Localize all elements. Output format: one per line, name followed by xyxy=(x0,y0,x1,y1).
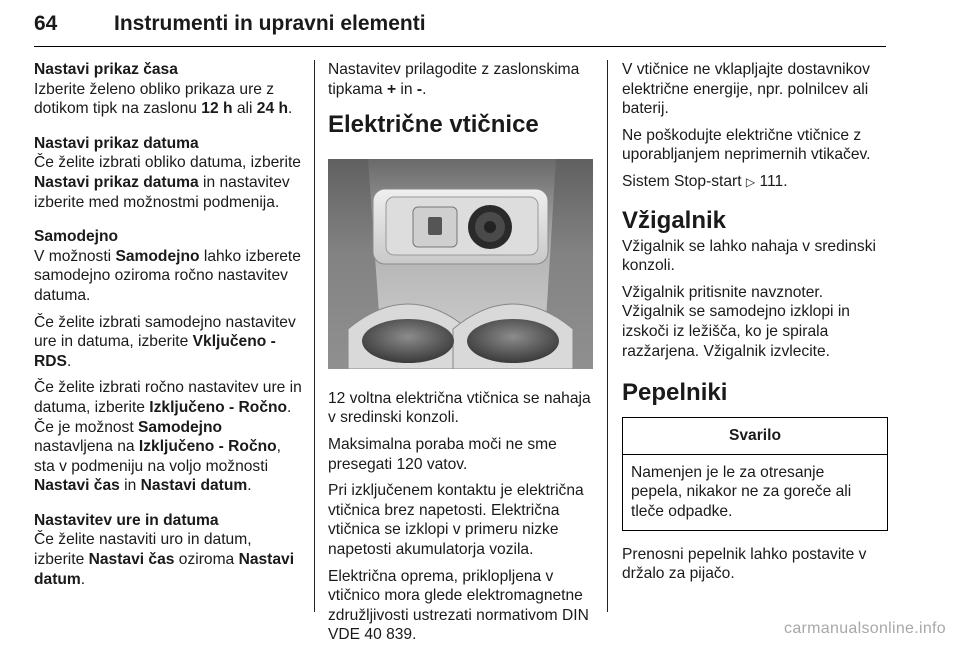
section-title: Električne vtičnice xyxy=(328,111,539,139)
page-header xyxy=(34,6,886,47)
paragraph: V možnosti Samodejno lahko izberete samodejno oziroma ročno nastavitev datuma. xyxy=(34,247,301,304)
paragraph: Če želite nastaviti uro in datum, izberite Nastavi čas oziroma Nastavi datum. xyxy=(34,531,295,588)
section-heading: Samodejno xyxy=(34,228,119,246)
paragraph: Nastavitev prilagodite z zaslonskima tipkama + in -. xyxy=(328,61,580,98)
paragraph: Če želite izbrati obliko datuma, izberite Nastavi prikaz datuma in nastavitev izberite med možnostmi podmenija. xyxy=(34,154,301,211)
column-left xyxy=(34,60,304,596)
warning-box xyxy=(622,417,888,530)
section-heading: Nastavi prikaz časa xyxy=(34,61,178,78)
paragraph: Pri izključenem kontaktu je električna vtičnica brez napetosti. Električna vtičnica se izklopi v primeru nizke napetosti akumulatorja vozila. xyxy=(328,482,584,558)
section-title: Pepelniki xyxy=(622,379,728,407)
paragraph: Vžigalnik pritisnite navznoter. xyxy=(622,283,824,301)
watermark: carmanualsonline.info xyxy=(784,620,946,637)
warning-text: Namenjen je le za otresanje pepela, nikakor ne za goreče ali tleče odpadke. xyxy=(631,463,852,520)
paragraph: Če želite izbrati samodejno nastavitev ure in datuma, izberite Vključeno - RDS. xyxy=(34,313,296,370)
section-title: Vžigalnik xyxy=(622,206,727,234)
paragraph: Izberite želeno obliko prikaza ure z dotikom tipk na zaslonu 12 h ali 24 h. xyxy=(34,80,293,118)
column-divider xyxy=(314,60,315,612)
paragraph: V vtičnice ne vklapljajte dostavnikov električne energije, npr. polnilcev ali baterij. xyxy=(622,61,870,118)
paragraph: Sistem Stop-start ▷ 111. xyxy=(622,172,788,190)
column-right xyxy=(622,60,888,591)
paragraph: Ne poškodujte električne vtičnice z uporabljanjem neprimernih vtikačev. xyxy=(622,126,871,164)
section-heading: Nastavitev ure in datuma xyxy=(34,511,219,529)
column-divider xyxy=(607,60,608,612)
paragraph: Maksimalna poraba moči ne sme presegati 120 vatov. xyxy=(328,435,557,473)
paragraph: Če želite izbrati ročno nastavitev ure in datuma, izberite Izključeno - Ročno. Če je možnost Samodejno nastavljena na Izključeno - Ročno, sta v podmeniju na voljo možnosti Nastavi čas in Nastavi datum. xyxy=(34,379,302,495)
page-reference-link[interactable]: 111 xyxy=(759,172,784,190)
paragraph: Vžigalnik se lahko nahaja v sredinski konzoli. xyxy=(622,237,876,275)
section-heading: Nastavi prikaz datuma xyxy=(34,134,199,152)
column-middle xyxy=(328,60,593,652)
paragraph: Prenosni pepelnik lahko postavite v držalo za pijačo. xyxy=(622,545,867,583)
warning-title: Svarilo xyxy=(623,418,887,455)
page-number: 64 xyxy=(34,12,58,35)
page-reference-arrow-icon: ▷ xyxy=(745,174,756,189)
chapter-title: Instrumenti in upravni elementi xyxy=(114,12,426,35)
power-outlet-photo xyxy=(328,159,593,369)
paragraph: 12 voltna električna vtičnica se nahaja v sredinski konzoli. xyxy=(328,389,591,427)
paragraph: Vžigalnik se samodejno izklopi in izskoči iz ležišča, ko je spirala razžarjena. Vžigalnik izvlecite. xyxy=(622,303,850,360)
paragraph: Električna oprema, priklopljena v vtičnico mora glede elektromagnetne združljivosti ustrezati normativom DIN VDE 40 839. xyxy=(328,567,589,644)
